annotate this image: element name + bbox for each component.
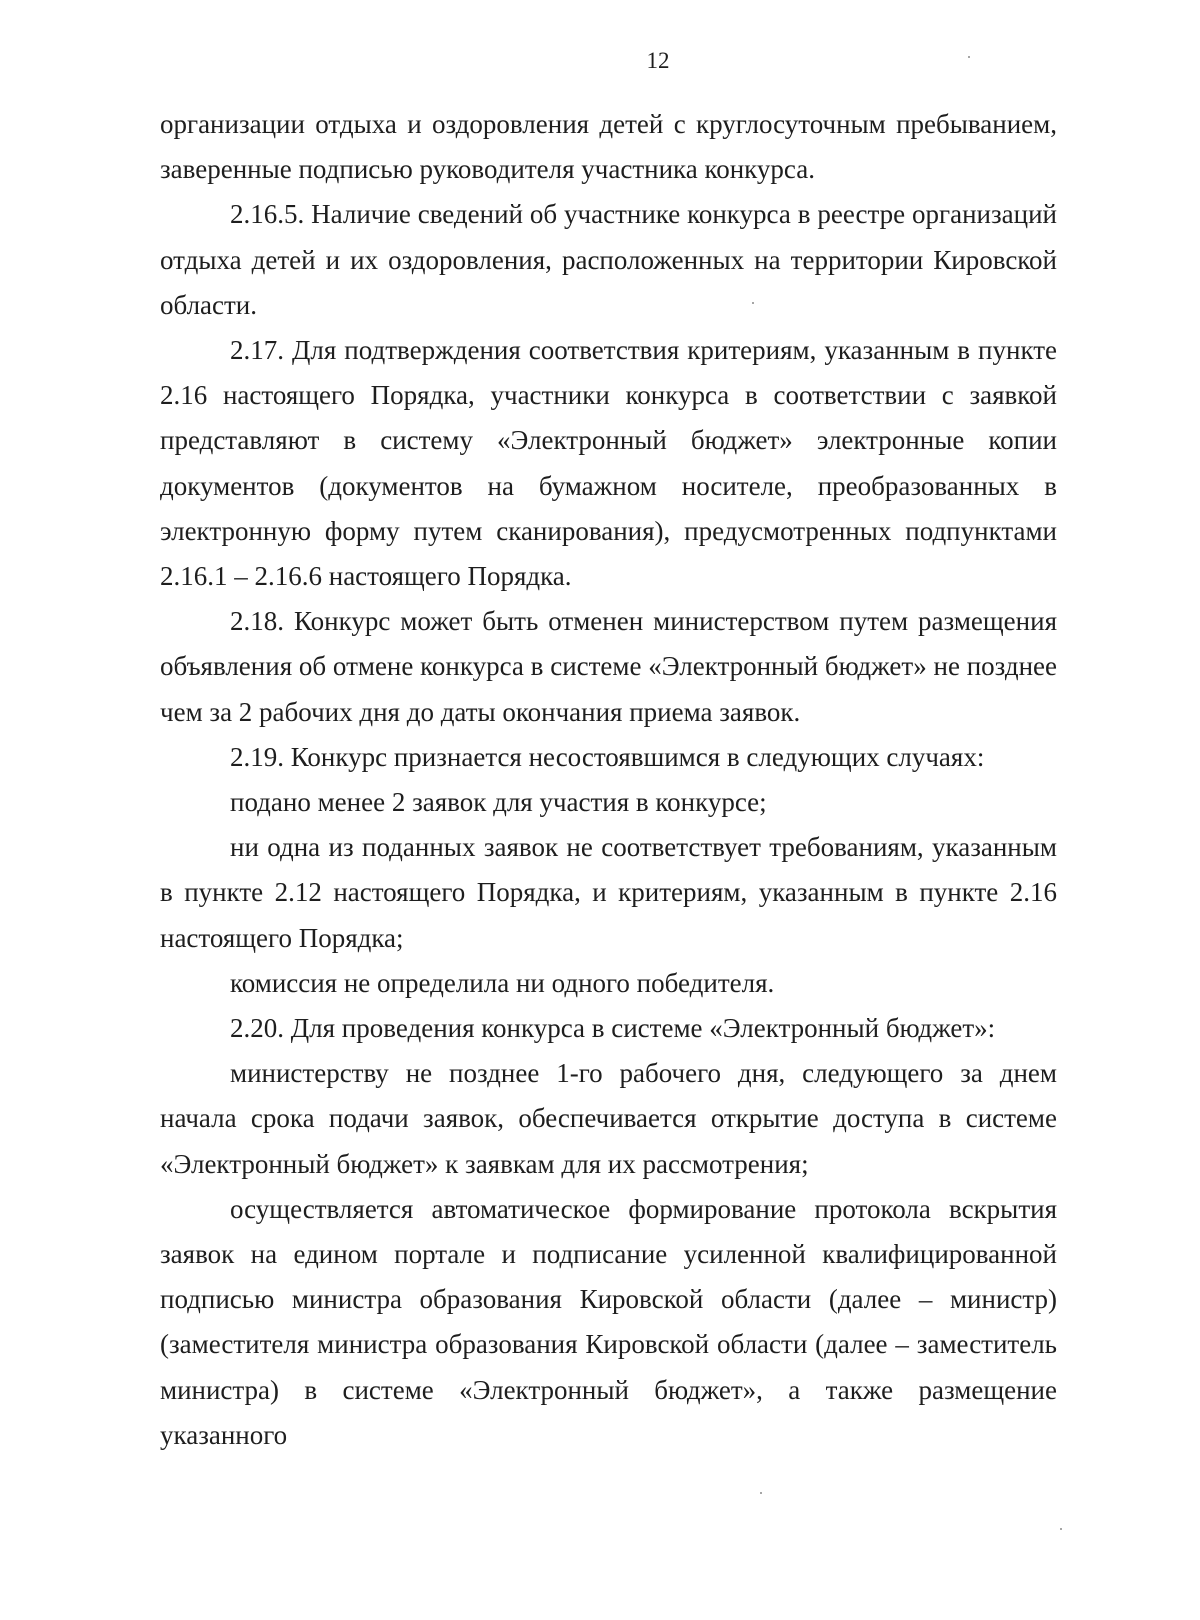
paragraph-2-19-case-1: подано менее 2 заявок для участия в конкурсе;: [230, 787, 767, 818]
paragraph-2-17: 2.17. Для подтверждения соответствия критериям, указанным в пункте 2.16 настоящего Порядка, участники конкурса в соответствии с заявкой представляют в систему «Электронный бюджет» электронные копии документов (документов на бумажном носителе, преобразованных в электронную форму путем сканирования), предусмотренных подпунктами 2.16.1 – 2.16.6 настоящего Порядка.: [160, 335, 1057, 592]
page-number: 12: [646, 48, 670, 73]
scan-artifact-dot: [968, 56, 970, 58]
paragraph-2-16-5: 2.16.5. Наличие сведений об участнике конкурса в реестре организаций отдыха детей и их оздоровления, расположенных на территории Кировской области.: [160, 199, 1057, 320]
paragraph-2-20-item-1: министерству не позднее 1-го рабочего дня, следующего за днем начала срока подачи заявок, обеспечивается открытие доступа в системе «Электронный бюджет» к заявкам для их рассмотрения;: [160, 1058, 1057, 1179]
document-body: [160, 102, 1057, 1458]
paragraph-2-18: 2.18. Конкурс может быть отменен министерством путем размещения объявления об отмене конкурса в системе «Электронный бюджет» не позднее чем за 2 рабочих дня до даты окончания приема заявок.: [160, 606, 1057, 727]
paragraph-2-19-case-3: комиссия не определила ни одного победителя.: [230, 967, 775, 998]
scan-artifact-dot: [760, 1492, 762, 1494]
paragraph-2-20: 2.20. Для проведения конкурса в системе «Электронный бюджет»:: [230, 1013, 996, 1044]
paragraph-continuation: организации отдыха и оздоровления детей с круглосуточным пребыванием, заверенные подписью руководителя участника конкурса.: [160, 109, 1057, 185]
paragraph-2-20-item-2: осуществляется автоматическое формирование протокола вскрытия заявок на едином портале и подписание усиленной квалифицированной подписью министра образования Кировской области (далее – министр) (заместителя министра образования Кировской области (далее – заместитель министра) в системе «Электронный бюджет», а также размещение указанного: [160, 1193, 1057, 1450]
scan-artifact-dot: [1060, 1528, 1062, 1530]
paragraph-2-19-case-2: ни одна из поданных заявок не соответствует требованиям, указанным в пункте 2.12 настоящего Порядка, и критериям, указанным в пункте 2.16 настоящего Порядка;: [160, 832, 1057, 953]
paragraph-2-19: 2.19. Конкурс признается несостоявшимся в следующих случаях:: [230, 741, 985, 772]
scan-artifact-dot: [752, 302, 754, 304]
